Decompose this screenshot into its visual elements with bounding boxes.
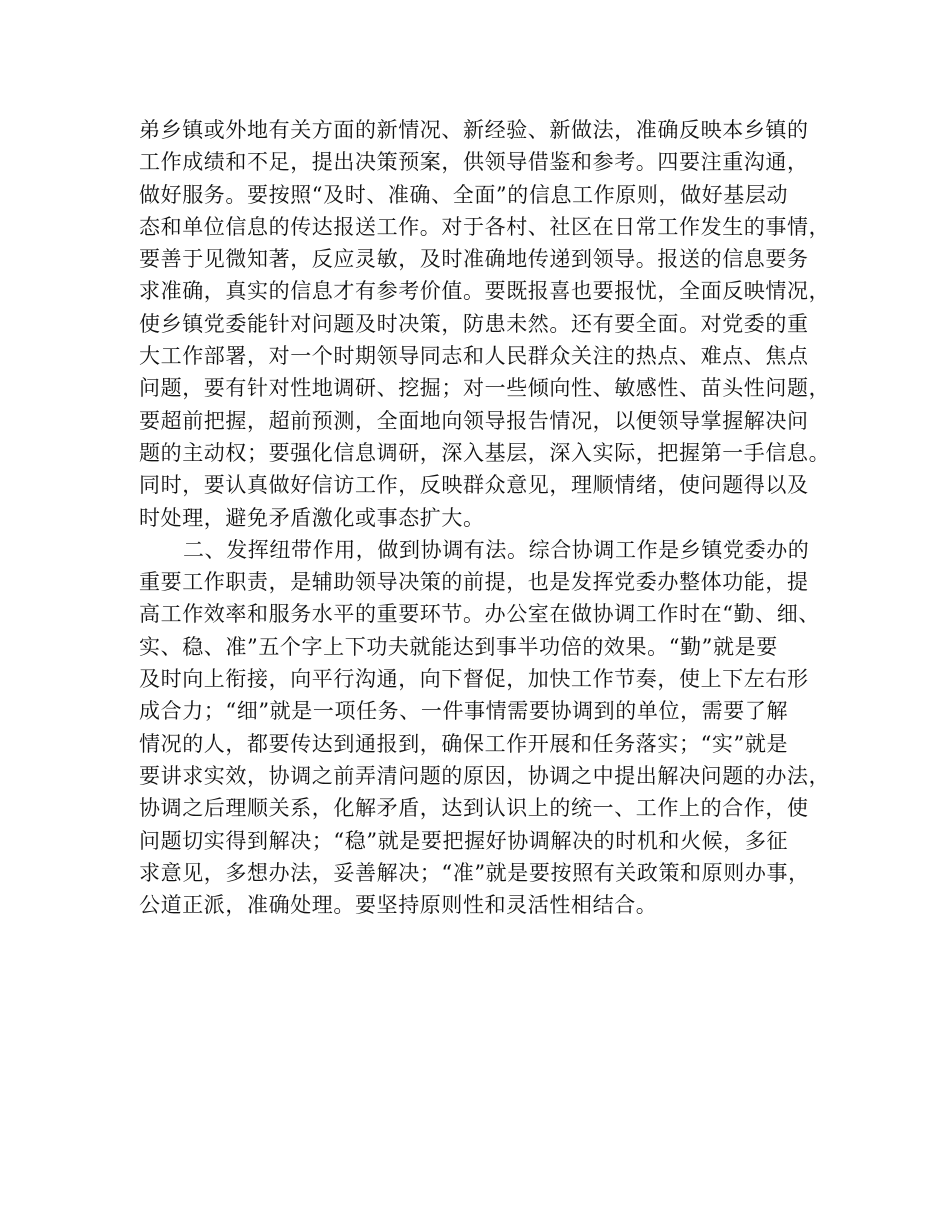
text-line: 求意见，多想办法，妥善解决；“准”就是要按照有关政策和原则办事，: [139, 860, 810, 885]
text-line: 要讲求实效，协调之前弄清问题的原因，协调之中提出解决问题的办法，: [139, 763, 831, 788]
text-line: 同时，要认真做好信访工作，反映群众意见，理顺情绪，使问题得以及: [139, 473, 809, 498]
text-line: 及时向上衔接，向平行沟通，向下督促，加快工作节奏，使上下左右形: [139, 667, 809, 692]
text-line: 做好服务。要按照“及时、准确、全面”的信息工作原则，做好基层动: [139, 182, 789, 207]
text-line: 公道正派，准确处理。要坚持原则性和灵活性相结合。: [139, 893, 658, 918]
text-line: 使乡镇党委能针对问题及时决策，防患未然。还有要全面。对党委的重: [139, 311, 809, 336]
text-line: 实、稳、准”五个字上下功夫就能达到事半功倍的效果。“勤”就是要: [139, 634, 778, 659]
body-text: [139, 114, 839, 921]
text-line: 成合力；“细”就是一项任务、一件事情需要协调到的单位，需要了解: [139, 699, 789, 724]
text-line: 态和单位信息的传达报送工作。对于各村、社区在日常工作发生的事情，: [139, 214, 831, 239]
text-line: 大工作部署，对一个时期领导同志和人民群众关注的热点、难点、焦点: [139, 344, 809, 369]
text-line: 要善于见微知著，反应灵敏，及时准确地传递到领导。报送的信息要务: [139, 247, 809, 272]
text-line: 题的主动权；要强化信息调研，深入基层，深入实际，把握第一手信息。: [139, 440, 831, 465]
text-line: 协调之后理顺关系，化解矛盾，达到认识上的统一、工作上的合作，使: [139, 796, 809, 821]
text-line: 高工作效率和服务水平的重要环节。办公室在做协调工作时在“勤、细、: [139, 602, 820, 627]
text-line: 弟乡镇或外地有关方面的新情况、新经验、新做法，准确反映本乡镇的: [139, 118, 809, 142]
text-line: 要超前把握，超前预测，全面地向领导报告情况，以便领导掌握解决问: [139, 408, 809, 433]
text-line: 工作成绩和不足，提出决策预案，供领导借鉴和参考。四要注重沟通，: [139, 150, 809, 175]
paragraph-heading-line: 二、发挥纽带作用，做到协调有法。综合协调工作是乡镇党委办的: [183, 537, 810, 562]
text-line: 时处理，避免矛盾激化或事态扩大。: [139, 505, 485, 530]
text-line: 问题，要有针对性地调研、挖掘；对一些倾向性、敏感性、苗头性问题，: [139, 376, 831, 401]
text-line: 问题切实得到解决；“稳”就是要把握好协调解决的时机和火候，多征: [139, 828, 789, 853]
text-line: 重要工作职责，是辅助领导决策的前提，也是发挥党委办整体功能，提: [139, 570, 809, 595]
text-line: 情况的人，都要传达到通报到，确保工作开展和任务落实；“实”就是: [139, 731, 789, 756]
text-line: 求准确，真实的信息才有参考价值。要既报喜也要报忧，全面反映情况，: [139, 279, 831, 304]
